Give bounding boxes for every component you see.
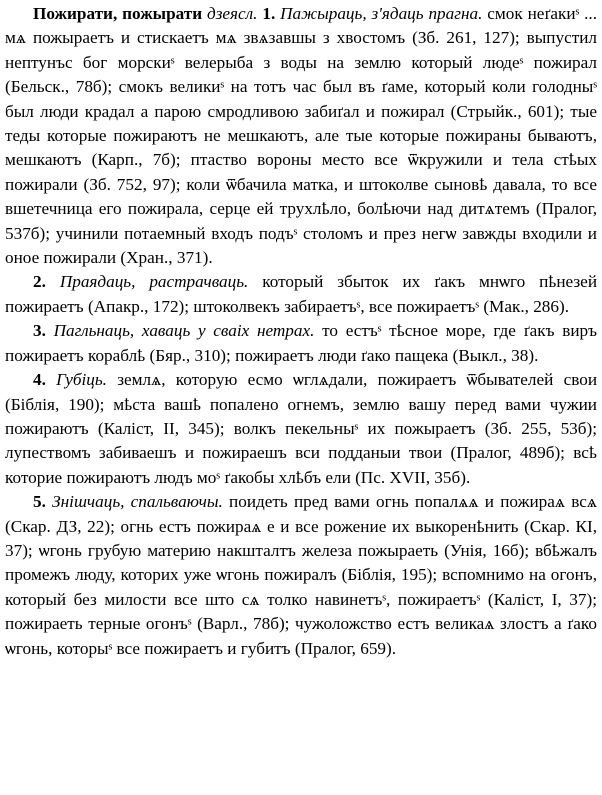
sense-3-text: то естъˢ тҍсное море, где ґакъ виръ пожираетъ кораблҍ (Бяр., 310); пожираетъ люди ґако пащека (Выкл., 38). <box>5 321 598 365</box>
sense-2-gloss: Праядаць, растрачваць. <box>59 272 249 292</box>
sense-4-text: землѧ, которую есмо ѡглѧдали, пожираетъ ѿбывателей свои (Біблія, 190); мҍста вашҍ попалено огнемъ, землю вашу перед вами чужии пожираютъ (Каліст, II, 345); волкъ пекельныˢ их пожыраетъ (Зб. 255, 53б); лупествомъ забиваешъ и пожираешъ вси подданыи твои (Пралог, 489б); всҍ которие пожираютъ людъ моˢ ґакобы хлҍбъ ели (Пс. XVII, 35б). <box>5 370 598 487</box>
sense-1-paragraph <box>5 2 597 270</box>
sense-2-paragraph <box>5 270 597 319</box>
sense-3-paragraph <box>5 319 597 368</box>
grammar-label: дзеясл. <box>207 4 258 23</box>
sense-4-paragraph <box>5 368 597 490</box>
sense-1-number: 1. <box>262 4 276 23</box>
sense-3-number: 3. <box>33 321 46 341</box>
sense-5-paragraph <box>5 490 597 661</box>
sense-2-number: 2. <box>33 272 46 292</box>
sense-5-text: поидеть пред вами огнь попалѧѧ и пожираѧ всѧ (Скар. ДЗ, 22); огнь естъ пожираѧ е и все рожение их выкоренҍнить (Скар. КІ, 37); ѡгонь грубую материю накшталтъ железа пожыраеть (Унія, 16б); вбҍжалъ промежъ люду, которих уже ѡгонь пожиралъ (Біблія, 195); вспомнимо на огонъ, который без милости все што сѧ толко навинетъˢ, пожираетъˢ (Каліст, І, 37); пожираеть терные огонъˢ (Варл., 78б); чужоложство естъ великаѧ злостъ а ґако ѡгонь, которыˢ все пожираетъ и губитъ (Пралог, 659). <box>5 492 598 658</box>
sense-1-text: смок неґакиˢ ... мѧ пожыраетъ и стискаетъ мѧ звѧзавшы з хвостомъ (Зб. 261, 127); выпустил нептунъс бог морскиˢ велерыба з воды на землю который людеˢ пожирал (Бельск., 78б); смокъ великиˢ на тотъ час был въ ґаме, который коли голодныˢ был люди крадал а парою смродливою забиґал и пожирал (Стрыйк., 601); тые теды которые пожираютъ не мешкаютъ, але тые которые пожираны бываютъ, мешкаютъ (Карп., 7б); птаство вороны место все ѿкружили и тела стҍых пожирали (Зб. 752, 97); коли ѿбачила матка, и штоколве сыновҍ давала, то все вшетечница его пожирала, серце ей трухлҍло, болҍючи над дитѧтемъ (Пралог, 537б); учинили потаемный входъ подъˢ столомъ и през негѡ завжды входили и оное пожирали (Хран., 371). <box>5 4 598 268</box>
sense-1-gloss: Пажыраць, з'ядаць прагна. <box>280 4 483 23</box>
sense-2-text: который збыток их ґакъ мнѡго пҍнезей пожираетъ (Апакр., 172); штоколвекъ забираетъˢ, все пожираетъˢ (Мак., 286). <box>5 272 598 316</box>
sense-3-gloss: Пагльнаць, хаваць у сваіх нетрах. <box>53 321 315 341</box>
sense-4-gloss: Губіць. <box>56 370 107 390</box>
sense-4-number: 4. <box>33 370 46 390</box>
sense-5-gloss: Знішчаць, спальваючы. <box>52 492 223 512</box>
headword: Пожирати, пожырати <box>33 4 203 23</box>
sense-5-number: 5. <box>33 492 46 512</box>
